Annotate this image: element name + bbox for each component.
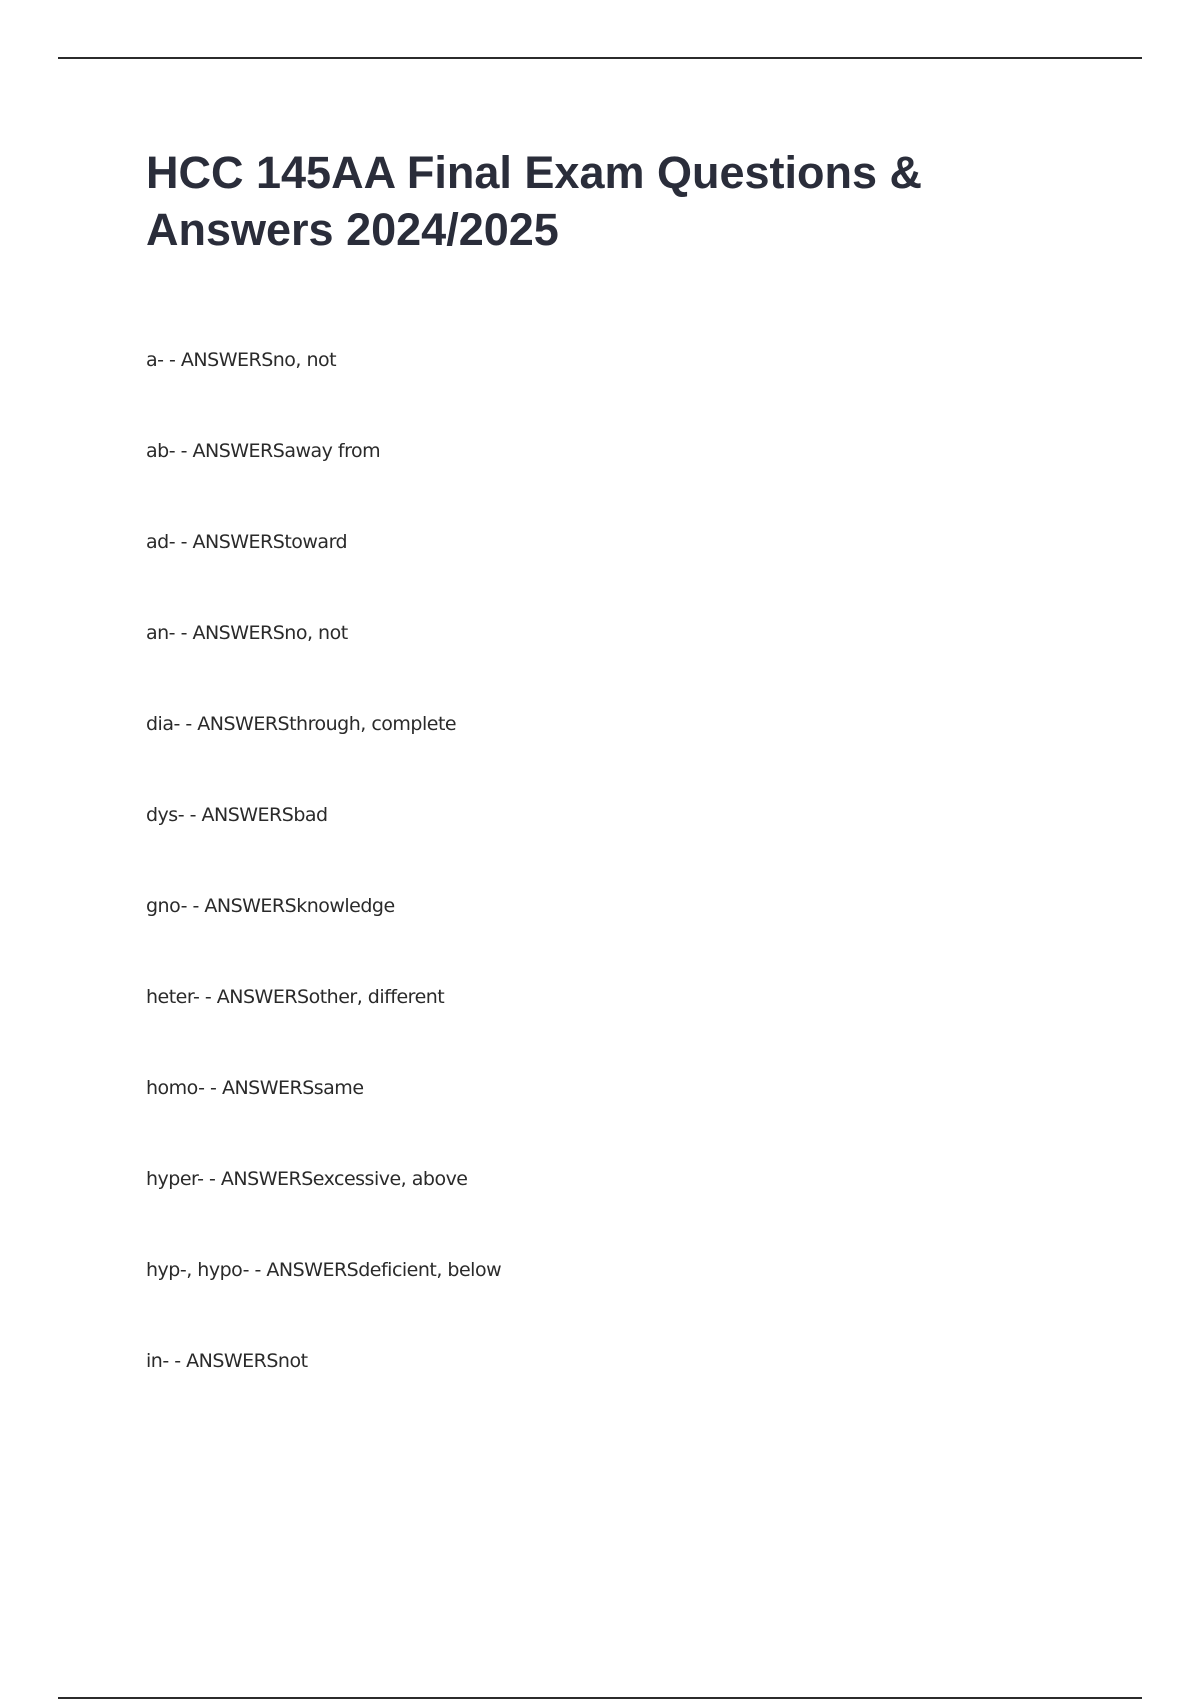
list-item: hyper- - ANSWERSexcessive, above bbox=[146, 1168, 468, 1190]
list-item: in- - ANSWERSnot bbox=[146, 1350, 308, 1372]
answer-list bbox=[146, 349, 501, 1441]
list-item: homo- - ANSWERSsame bbox=[146, 1077, 364, 1099]
list-item: dia- - ANSWERSthrough, complete bbox=[146, 713, 457, 735]
list-item: hyp-, hypo- - ANSWERSdeficient, below bbox=[146, 1259, 502, 1281]
list-item: a- - ANSWERSno, not bbox=[146, 349, 337, 371]
bottom-divider bbox=[58, 1697, 1142, 1699]
top-divider bbox=[58, 57, 1142, 59]
list-item: heter- - ANSWERSother, different bbox=[146, 986, 445, 1008]
page-title: HCC 145AA Final Exam Questions & Answers 2024/2025 bbox=[146, 147, 923, 255]
list-item: ab- - ANSWERSaway from bbox=[146, 440, 381, 462]
list-item: gno- - ANSWERSknowledge bbox=[146, 895, 395, 917]
list-item: dys- - ANSWERSbad bbox=[146, 804, 328, 826]
list-item: an- - ANSWERSno, not bbox=[146, 622, 348, 644]
list-item: ad- - ANSWERStoward bbox=[146, 531, 348, 553]
